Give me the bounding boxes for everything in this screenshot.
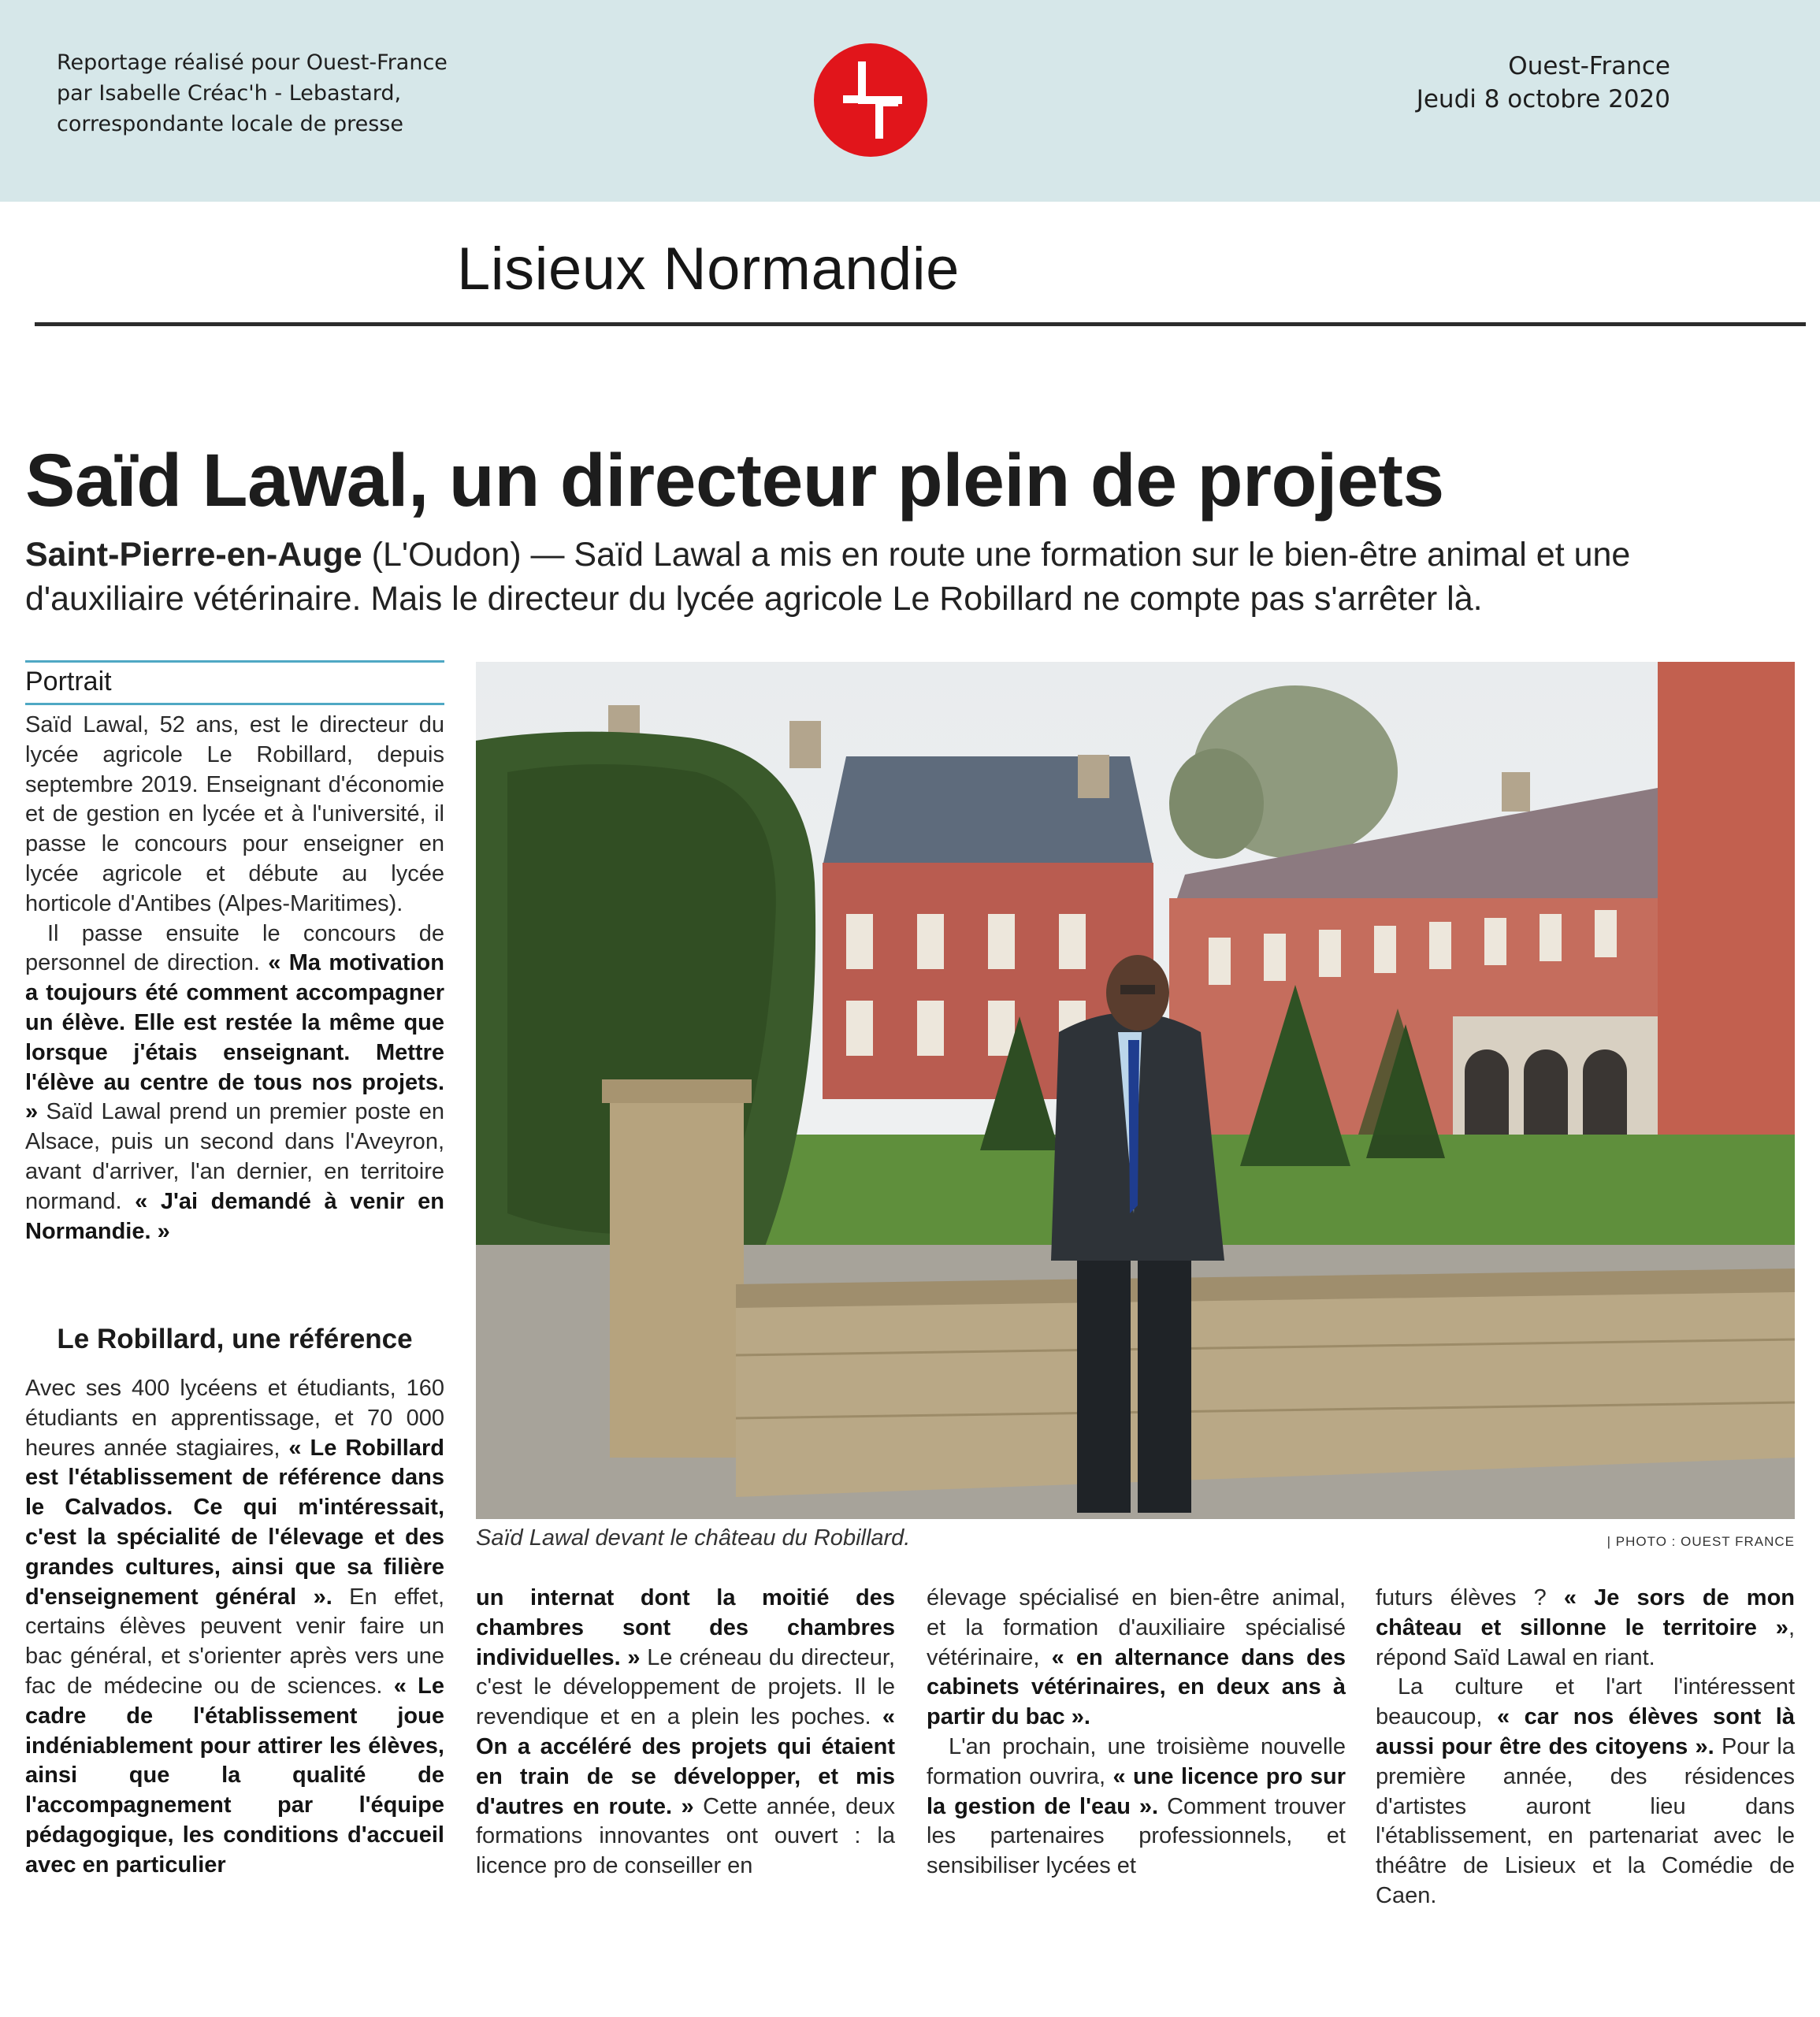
column-2 [476, 1584, 895, 1881]
article-headline: Saïd Lawal, un directeur plein de projets [25, 439, 1444, 522]
column-3-quote-b: « une licence pro sur la gestion de l'eau ». [927, 1763, 1346, 1819]
column-3-paragraph-2 [927, 1733, 1346, 1881]
reporter-credit [57, 47, 448, 139]
paragraph-2-text-b: Saïd Lawal prend un premier poste en Alsace, puis un second dans l'Aveyron, avant d'arriver, l'an dernier, en territoire normand. [25, 1099, 444, 1214]
column-3-text-a: élevage spécialisé en bien-être animal, et la formation d'auxiliaire spécialisé vétérinaire, [927, 1585, 1346, 1670]
column-1-bottom [25, 1374, 444, 1881]
section-title: Lisieux Normandie [457, 236, 960, 303]
column-4-paragraph-2 [1376, 1673, 1795, 1911]
column-2-quote-b: « On a accéléré des projets qui étaient en train de se développer, et mis d'autres en route. » [476, 1704, 895, 1819]
column-3 [927, 1584, 1346, 1881]
column-4-paragraph-1 [1376, 1584, 1795, 1673]
column-3-quote-a: « en alternance dans des cabinets vétérinaires, en deux ans à partir du bac ». [927, 1644, 1346, 1730]
photo-credit: | PHOTO : OUEST FRANCE [1606, 1534, 1795, 1549]
paragraph-2-text-a: Il passe ensuite le concours de personnel de direction. [25, 920, 444, 976]
paragraph-2 [25, 919, 444, 1247]
publication-name: Ouest-France [1508, 52, 1670, 80]
section-divider [35, 322, 1806, 326]
column-4-quote-a: « Je sors de mon château et sillonne le territoire » [1376, 1585, 1796, 1640]
credit-line-3: correspondante locale de presse [57, 112, 403, 136]
publication-info [1417, 50, 1670, 116]
column-4-quote-b: « car nos élèves sont là aussi pour être des citoyens ». [1376, 1704, 1795, 1759]
column-2-text-b: Cette année, deux formations innovantes ont ouvert : la licence pro de conseiller en [476, 1793, 895, 1879]
photo-caption: Saïd Lawal devant le château du Robillard. [476, 1525, 911, 1551]
column-2-paragraph [476, 1584, 895, 1881]
lede-text: (L'Oudon) — Saïd Lawal a mis en route une formation sur le bien-être animal et une d'auxiliaire vétérinaire. Mais le directeur du lycée agricole Le Robillard ne compte pas s'arrêter là. [25, 536, 1631, 618]
header-band [0, 0, 1820, 202]
kicker-rule-bottom [25, 703, 444, 705]
column-3-text-c: Comment trouver les partenaires professionnels, et sensibiliser lycées et [927, 1793, 1346, 1879]
column-4-text-a: futurs élèves ? [1376, 1585, 1564, 1610]
ouest-france-logo-icon [812, 41, 930, 159]
paragraph-3-text-b: En effet, certains élèves peuvent venir faire un bac général, et s'orienter après vers une fac de médecine ou de sciences. [25, 1584, 444, 1699]
paragraph-3 [25, 1374, 444, 1881]
column-2-quote-a: un internat dont la moitié des chambres sont des chambres individuelles. » [476, 1585, 895, 1670]
paragraph-2-quote-b: « J'ai demandé à venir en Normandie. » [25, 1188, 444, 1244]
column-1-top [25, 711, 444, 1246]
lede-place: Saint-Pierre-en-Auge [25, 536, 362, 574]
paragraph-2-quote-a: « Ma motivation a toujours été comment accompagner un élève. Elle est restée la même que lorsque j'étais enseignant. Mettre l'élève au centre de tous nos projets. » [25, 950, 444, 1125]
article-photo [476, 662, 1795, 1519]
credit-line-1: Reportage réalisé pour Ouest-France [57, 50, 448, 75]
paragraph-1: Saïd Lawal, 52 ans, est le directeur du lycée agricole Le Robillard, depuis septembre 2019. Enseignant d'économie et de gestion en lycée et à l'université, il passe le concours pour enseigner en lycée agricole et débute au lycée horticole d'Antibes (Alpes-Maritimes). [25, 712, 444, 916]
chateau-photo-illustration [476, 662, 1795, 1519]
kicker-rule-top [25, 660, 444, 663]
paragraph-3-quote-a: « Le Robillard est l'établissement de référence dans le Calvados. Ce qui m'intéressait, c'est la spécialité de l'élevage et des grandes cultures, ainsi que sa filière d'enseignement général ». [25, 1435, 444, 1610]
kicker-label: Portrait [25, 667, 112, 696]
credit-line-2: par Isabelle Créac'h - Lebastard, [57, 81, 402, 106]
column-4 [1376, 1584, 1795, 1911]
column-4-text-c: La culture et l'art l'intéressent beaucoup, [1376, 1674, 1795, 1730]
column-3-text-b: L'an prochain, une troisième nouvelle formation ouvrira, [927, 1733, 1346, 1789]
subheading: Le Robillard, une référence [57, 1324, 413, 1354]
column-2-text-a: Le créneau du directeur, c'est le développement de projets. Il le revendique et en a plein les poches. [476, 1644, 896, 1730]
paragraph-3-quote-b: « Le cadre de l'établissement joue indéniablement pour attirer les élèves, ainsi que la qualité de l'accompagnement par l'équipe pédagogique, les conditions d'accueil avec en particulier [25, 1673, 444, 1878]
column-4-text-d: Pour la première année, des résidences d'artistes auront lieu dans l'établissement, en partenariat avec le théâtre de Lisieux et la Comédie de Caen. [1376, 1733, 1795, 1908]
paragraph-3-text-a: Avec ses 400 lycéens et étudiants, 160 étudiants en apprentissage, et 70 000 heures année stagiaires, [25, 1376, 444, 1461]
column-3-paragraph-1 [927, 1584, 1346, 1733]
article-lede [25, 533, 1790, 621]
publication-date: Jeudi 8 octobre 2020 [1416, 85, 1670, 113]
column-4-text-b: , répond Saïd Lawal en riant. [1376, 1614, 1795, 1670]
